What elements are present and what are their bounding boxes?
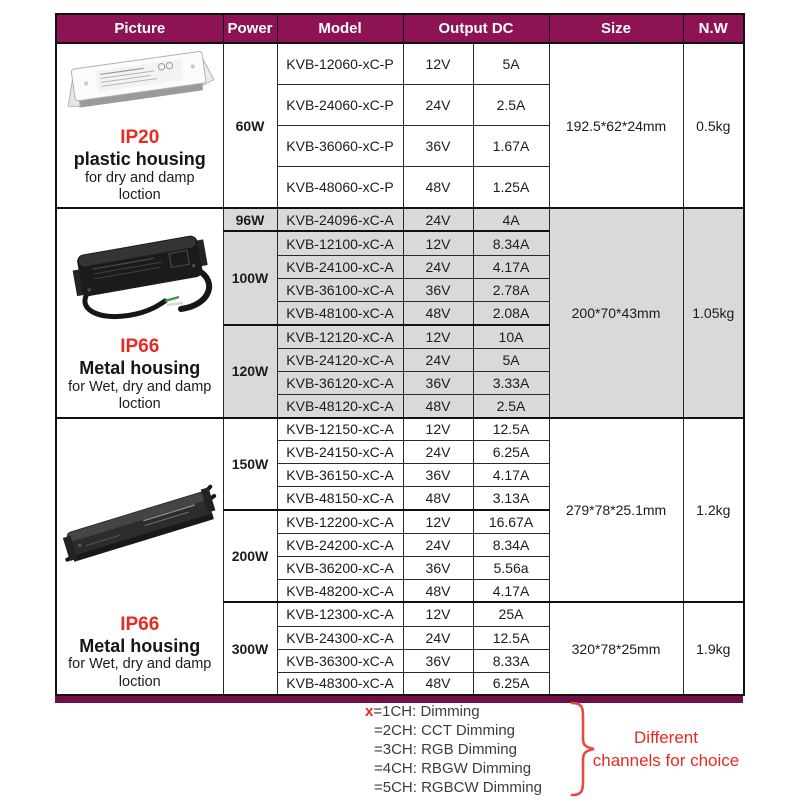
voltage-cell: 24V — [403, 533, 473, 556]
table-row — [56, 43, 744, 84]
voltage-cell: 24V — [403, 626, 473, 649]
location-line: loction — [118, 186, 161, 203]
housing-type-label: Metal housing — [79, 635, 201, 656]
power-cell: 60W — [223, 43, 277, 208]
voltage-cell: 24V — [403, 441, 473, 464]
current-cell: 2.08A — [473, 302, 549, 325]
voltage-cell: 48V — [403, 395, 473, 418]
size-cell: 192.5*62*24mm — [549, 43, 683, 208]
voltage-cell: 12V — [403, 418, 473, 441]
current-cell: 12.5A — [473, 418, 549, 441]
channel-notes — [365, 702, 542, 797]
current-cell: 16.67A — [473, 510, 549, 534]
current-cell: 8.33A — [473, 649, 549, 672]
note-line: =5CH: RGBCW Dimming — [374, 779, 542, 796]
current-cell: 5.56a — [473, 556, 549, 579]
location-line: for Wet, dry and damp — [68, 378, 212, 395]
header-row — [56, 14, 744, 43]
black-metal-driver-image — [59, 209, 221, 337]
col-header-output-dc: Output DC — [403, 14, 549, 43]
picture-caption — [59, 337, 221, 416]
model-cell: KVB-36150-xC-A — [277, 464, 403, 487]
location-line: for dry and damp — [84, 169, 195, 186]
model-cell: KVB-24150-xC-A — [277, 441, 403, 464]
model-cell: KVB-24120-xC-A — [277, 349, 403, 372]
current-cell: 1.25A — [473, 167, 549, 208]
model-cell: KVB-12120-xC-A — [277, 325, 403, 349]
spec-table-wrap — [55, 13, 745, 703]
ip-rating-label: IP66 — [120, 336, 160, 358]
picture-caption — [59, 615, 221, 694]
current-cell: 10A — [473, 325, 549, 349]
power-cell: 96W — [223, 208, 277, 231]
power-cell: 200W — [223, 510, 277, 603]
current-cell: 2.5A — [473, 395, 549, 418]
voltage-cell: 12V — [403, 510, 473, 534]
model-cell: KVB-48060-xC-P — [277, 167, 403, 208]
model-cell: KVB-24300-xC-A — [277, 626, 403, 649]
current-cell: 3.13A — [473, 487, 549, 510]
note-line: x=1CH: Dimming — [365, 703, 480, 720]
size-cell: 279*78*25.1mm — [549, 418, 683, 603]
model-cell: KVB-12300-xC-A — [277, 602, 403, 626]
model-cell: KVB-12100-xC-A — [277, 231, 403, 255]
weight-cell: 0.5kg — [683, 43, 744, 208]
power-cell: 150W — [223, 418, 277, 510]
current-cell: 12.5A — [473, 626, 549, 649]
current-cell: 8.34A — [473, 533, 549, 556]
voltage-cell: 48V — [403, 579, 473, 602]
current-cell: 25A — [473, 602, 549, 626]
voltage-cell: 36V — [403, 372, 473, 395]
current-cell: 4.17A — [473, 464, 549, 487]
current-cell: 6.25A — [473, 441, 549, 464]
model-cell: KVB-24100-xC-A — [277, 256, 403, 279]
model-cell: KVB-36300-xC-A — [277, 649, 403, 672]
model-cell: KVB-48150-xC-A — [277, 487, 403, 510]
model-cell: KVB-48120-xC-A — [277, 395, 403, 418]
power-cell: 300W — [223, 602, 277, 695]
current-cell: 3.33A — [473, 372, 549, 395]
current-cell: 1.67A — [473, 126, 549, 167]
spec-table — [55, 13, 745, 696]
current-cell: 5A — [473, 349, 549, 372]
model-cell: KVB-12200-xC-A — [277, 510, 403, 534]
ip-rating-label: IP20 — [120, 127, 160, 148]
current-cell: 8.34A — [473, 231, 549, 255]
model-cell: KVB-36120-xC-A — [277, 372, 403, 395]
col-header-model: Model — [277, 14, 403, 43]
model-cell: KVB-24096-xC-A — [277, 208, 403, 231]
current-cell: 4.17A — [473, 256, 549, 279]
voltage-cell: 36V — [403, 464, 473, 487]
current-cell: 4A — [473, 208, 549, 231]
voltage-cell: 48V — [403, 487, 473, 510]
callout-line: Different — [634, 728, 698, 747]
model-cell: KVB-36100-xC-A — [277, 279, 403, 302]
voltage-cell: 24V — [403, 256, 473, 279]
voltage-cell: 12V — [403, 43, 473, 84]
voltage-cell: 48V — [403, 672, 473, 695]
voltage-cell: 48V — [403, 302, 473, 325]
voltage-cell: 24V — [403, 84, 473, 125]
voltage-cell: 36V — [403, 279, 473, 302]
model-cell: KVB-36060-xC-P — [277, 126, 403, 167]
location-line: for Wet, dry and damp — [68, 656, 212, 673]
voltage-cell: 12V — [403, 231, 473, 255]
model-cell: KVB-48300-xC-A — [277, 672, 403, 695]
model-cell: KVB-24060-xC-P — [277, 84, 403, 125]
voltage-cell: 12V — [403, 602, 473, 626]
weight-cell: 1.2kg — [683, 418, 744, 603]
current-cell: 5A — [473, 43, 549, 84]
voltage-cell: 36V — [403, 649, 473, 672]
model-cell: KVB-12060-xC-P — [277, 43, 403, 84]
col-header-picture: Picture — [56, 14, 223, 43]
current-cell: 4.17A — [473, 579, 549, 602]
weight-cell: 1.9kg — [683, 602, 744, 695]
location-line: loction — [118, 673, 161, 690]
power-cell: 120W — [223, 325, 277, 418]
slim-metal-driver-image — [59, 419, 221, 615]
size-cell: 320*78*25mm — [549, 602, 683, 695]
white-plastic-driver-image — [60, 44, 220, 128]
housing-type-label: Metal housing — [79, 358, 201, 379]
voltage-cell: 24V — [403, 349, 473, 372]
table-row — [56, 208, 744, 231]
picture-cell — [56, 43, 223, 208]
voltage-cell: 48V — [403, 167, 473, 208]
table-row — [56, 418, 744, 441]
model-cell: KVB-36200-xC-A — [277, 556, 403, 579]
callout-line: channels for choice — [592, 751, 740, 770]
power-cell: 100W — [223, 231, 277, 324]
picture-caption — [59, 128, 221, 207]
ip-rating-label: IP66 — [120, 613, 160, 635]
note-line: =4CH: RBGW Dimming — [374, 760, 532, 777]
voltage-cell: 24V — [403, 208, 473, 231]
voltage-cell: 36V — [403, 126, 473, 167]
model-cell: KVB-48200-xC-A — [277, 579, 403, 602]
location-line: loction — [118, 396, 161, 413]
picture-cell — [56, 208, 223, 417]
size-cell: 200*70*43mm — [549, 208, 683, 417]
current-cell: 2.5A — [473, 84, 549, 125]
voltage-cell: 36V — [403, 556, 473, 579]
model-cell: KVB-24200-xC-A — [277, 533, 403, 556]
housing-type-label: plastic housing — [73, 148, 206, 169]
current-cell: 2.78A — [473, 279, 549, 302]
col-header-power: Power — [223, 14, 277, 43]
col-header-nw: N.W — [683, 14, 744, 43]
weight-cell: 1.05kg — [683, 208, 744, 417]
x-variable: x — [365, 703, 374, 720]
note-line: =3CH: RGB Dimming — [374, 741, 517, 758]
col-header-size: Size — [549, 14, 683, 43]
model-cell: KVB-12150-xC-A — [277, 418, 403, 441]
channels-callout — [582, 726, 750, 772]
model-cell: KVB-48100-xC-A — [277, 302, 403, 325]
note-line: =2CH: CCT Dimming — [374, 722, 515, 739]
voltage-cell: 12V — [403, 325, 473, 349]
current-cell: 6.25A — [473, 672, 549, 695]
picture-cell — [56, 418, 223, 695]
